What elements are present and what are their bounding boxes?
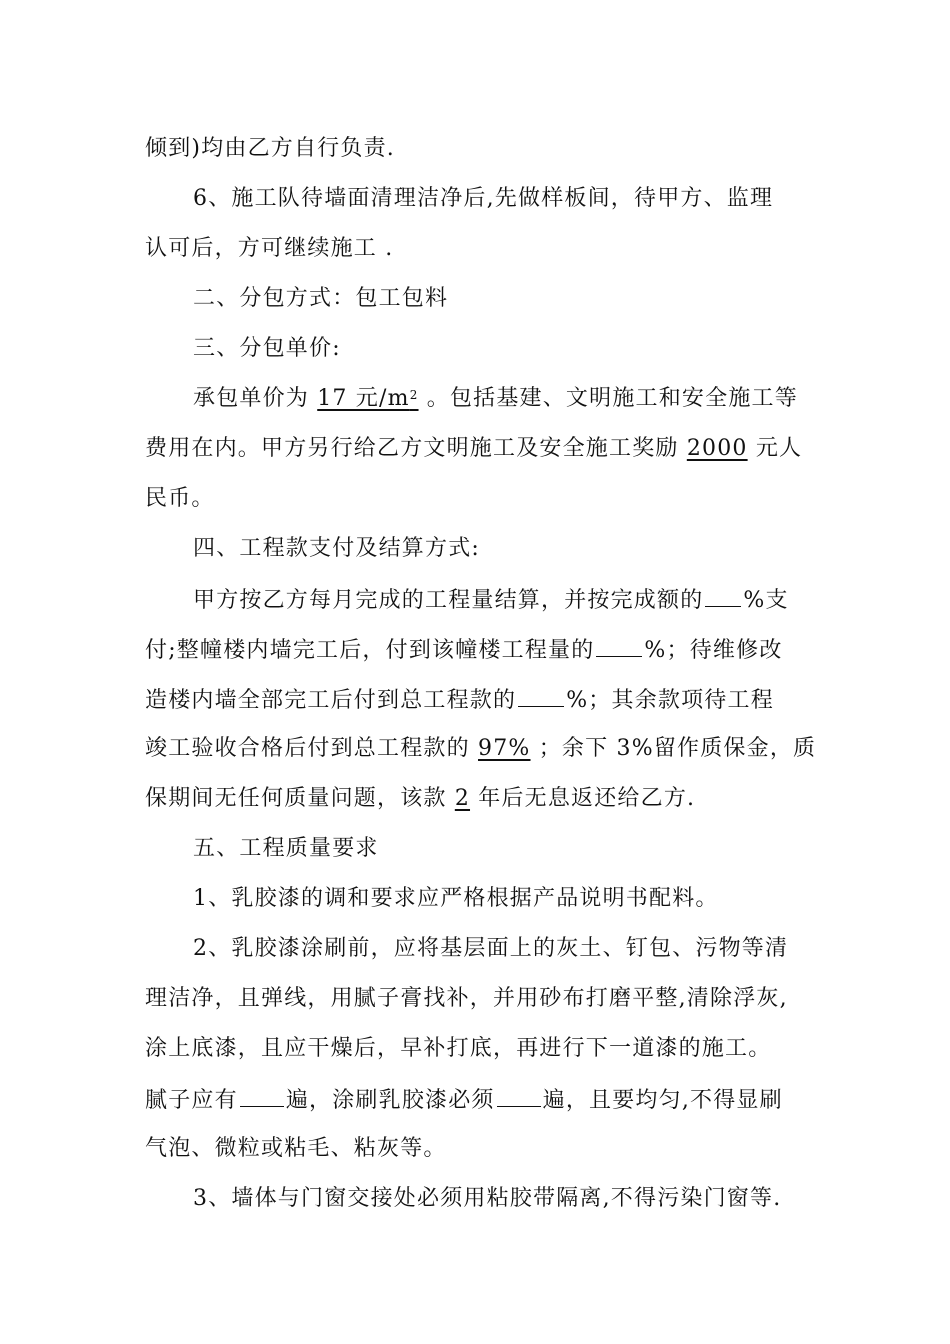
paragraph-line [145,734,815,764]
clause-6 [193,184,863,214]
text: 腻子应有 [145,1088,238,1113]
section-heading-5 [193,834,863,864]
quality-item-2 [193,934,863,964]
text: %；待维修改 [644,638,783,663]
text: ；余下 3%留作质保金，质 [538,736,817,761]
unit-price-line [193,384,863,414]
quality-item-1 [193,884,863,914]
paragraph-line [145,1084,815,1116]
text: 民币。 [145,486,215,511]
text: 付;整幢楼内墙完工后，付到该幢楼工程量的 [145,638,595,663]
text: 五、工程质量要求 [193,836,379,861]
text: 理洁净，且弹线，用腻子膏找补，并用砂布打磨平整,清除浮灰, [145,986,788,1011]
paragraph-line [145,684,815,716]
unit-price-text: 17 元/m [317,386,410,411]
text: 承包单价为 [193,386,310,411]
text: 1、乳胶漆的调和要求应严格根据产品说明书配料。 [193,886,719,911]
paragraph-line [145,134,815,164]
warranty-years: 2 [454,786,471,811]
text: %支 [743,588,789,613]
text: 四、工程款支付及结算方式: [193,536,481,561]
text: 倾到)均由乙方自行负责. [145,136,395,161]
text: 。包括基建、文明施工和安全施工等 [426,386,798,411]
quality-item-3 [193,1184,863,1214]
text: 6、施工队待墙面清理洁净后,先做样板间，待甲方、监理 [193,186,774,211]
text: 遍，且要均匀,不得显刷 [542,1088,783,1113]
paragraph-line [145,1134,815,1164]
payment-percent: 97% [478,736,531,761]
paragraph-line [145,784,815,814]
text: 费用在内。甲方另行给乙方文明施工及安全施工奖励 [145,436,679,461]
blank-field [518,684,564,707]
paragraph-line [193,584,863,616]
reward-amount: 2000 [686,436,748,461]
section-heading-4 [193,534,863,564]
text: 2、乳胶漆涂刷前，应将基层面上的灰土、钉包、污物等清 [193,936,789,961]
section-heading-2 [193,284,863,314]
paragraph-line [145,634,815,666]
section-heading-3 [193,334,863,364]
text: 竣工验收合格后付到总工程款的 [145,736,470,761]
text: 认可后，方可继续施工 . [145,236,394,261]
text: 三、分包单价: [193,336,341,361]
text: 造楼内墙全部完工后付到总工程款的 [145,688,517,713]
paragraph-line [145,1034,815,1064]
blank-field [705,584,741,607]
text: 遍，涂刷乳胶漆必须 [285,1088,495,1113]
text: 年后无息返还给乙方. [478,786,696,811]
paragraph-line [145,434,815,464]
text: 元人 [755,436,803,461]
blank-field [497,1084,541,1107]
blank-field [240,1084,284,1107]
text: 甲方按乙方每月完成的工程量结算，并按完成额的 [193,588,704,613]
superscript: 2 [409,388,419,402]
text: 3、墙体与门窗交接处必须用粘胶带隔离,不得污染门窗等. [193,1186,782,1211]
text: %；其余款项待工程 [566,688,774,713]
blank-field [596,634,642,657]
text: 保期间无任何质量问题，该款 [145,786,447,811]
paragraph-line [145,234,815,264]
unit-price-value [317,386,418,411]
text: 二、分包方式：包工包料 [193,286,449,311]
paragraph-line [145,984,815,1014]
text: 涂上底漆，且应干燥后，早补打底，再进行下一道漆的施工。 [145,1036,772,1061]
text: 气泡、微粒或粘毛、粘灰等。 [145,1136,447,1161]
paragraph-line [145,484,815,514]
